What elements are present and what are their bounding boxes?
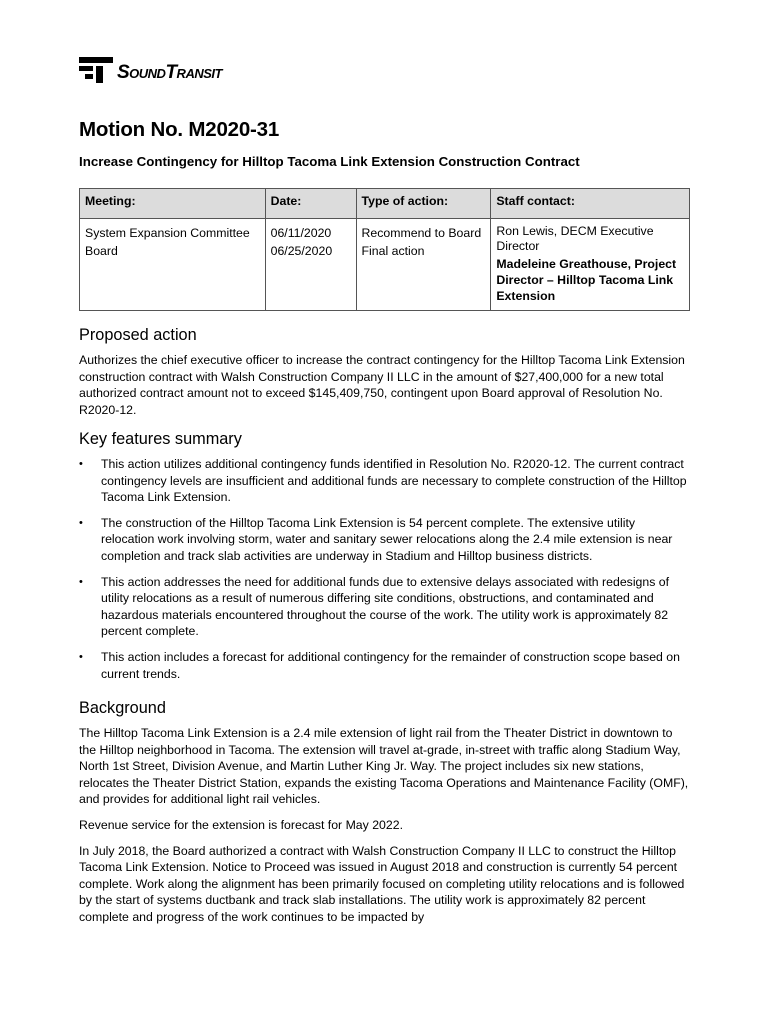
action-cell xyxy=(356,219,491,311)
table-header-row xyxy=(80,189,690,219)
list-item xyxy=(79,649,691,682)
proposed-action-heading: Proposed action xyxy=(79,326,197,344)
background-paragraph: The Hilltop Tacoma Link Extension is a 2.4 mile extension of light rail from the Theater District in downtown to the Hilltop neighborhood in Tacoma. The extension will travel at-grade, in-street with traffic along Stadium Way, North 1st Street, Division Avenue, and Martin Luther King Jr. Way. The project includes six new stations, relocates the Theater District Station, expands the existing Tacoma Operations and Maintenance Facility (OMF), and provides for additional light rail vehicles. xyxy=(79,726,689,807)
bullet-icon: • xyxy=(79,575,83,588)
header-type-of-action: Type of action: xyxy=(356,189,491,219)
background-section xyxy=(79,698,691,935)
proposed-action-section xyxy=(79,325,691,427)
motion-subtitle: Increase Contingency for Hilltop Tacoma Link Extension Construction Contract xyxy=(79,154,580,169)
sound-transit-logo xyxy=(79,56,222,84)
staff-primary: Ron Lewis, DECM Executive Director xyxy=(496,224,654,253)
header-staff-contact: Staff contact: xyxy=(491,189,690,219)
list-item xyxy=(79,456,691,506)
date-cell xyxy=(265,219,356,311)
date-committee: 06/11/2020 xyxy=(270,226,332,240)
meeting-committee: System Expansion Committee xyxy=(85,226,250,240)
meeting-info-table xyxy=(79,188,690,311)
header-meeting: Meeting: xyxy=(80,189,266,219)
staff-secondary: Madeleine Greathouse, Project Director – Hilltop Tacoma Link Extension xyxy=(496,257,677,303)
action-board: Final action xyxy=(361,244,425,258)
bullet-icon: • xyxy=(79,458,83,470)
key-features-heading: Key features summary xyxy=(79,430,242,448)
header-date: Date: xyxy=(265,189,356,219)
key-features-list xyxy=(79,456,691,682)
sound-transit-logo-icon xyxy=(79,57,113,83)
proposed-action-text: Authorizes the chief executive officer to increase the contract contingency for the Hilltop Tacoma Link Extension construction contract with Walsh Construction Company II LLC in the amount of $27,400,000 for a new total authorized contract amount not to exceed $145,409,750, contingent upon Board approval of Resolution No. R2020-12. xyxy=(79,353,685,417)
meeting-cell xyxy=(80,219,266,311)
motion-title: Motion No. M2020-31 xyxy=(79,118,280,141)
bullet-icon: • xyxy=(79,650,83,663)
table-row xyxy=(80,219,690,311)
logo-text: SoundTransit xyxy=(117,62,222,83)
date-board: 06/25/2020 xyxy=(270,244,333,258)
staff-cell xyxy=(491,219,690,311)
background-paragraph: Revenue service for the extension is forecast for May 2022. xyxy=(79,817,403,832)
list-item xyxy=(79,574,691,640)
bullet-icon: • xyxy=(79,516,83,529)
action-committee: Recommend to Board xyxy=(361,226,482,240)
list-item-text: The construction of the Hilltop Tacoma Link Extension is 54 percent complete. The extensive utility relocation work involving storm, water and sanitary sewer relocations along the 2.4 mile extension is near completion and track slab activities are underway in Stadium and Hilltop business districts. xyxy=(101,515,673,563)
list-item-text: This action includes a forecast for additional contingency for the remainder of construction scope based on current trends. xyxy=(101,649,680,681)
list-item-text: This action addresses the need for additional funds due to extensive delays associated with redesigns of utility relocations as a result of numerous differing site conditions, obstructions, and contaminated and hazardous materials encountered throughout the course of the work. The utility work is approximately 82 percent complete. xyxy=(101,574,670,639)
key-features-section xyxy=(79,429,691,691)
background-paragraph: In July 2018, the Board authorized a contract with Walsh Construction Company II LLC to construct the Hilltop Tacoma Link Extension. Notice to Proceed was issued in August 2018 and construction is currently 54 percent complete. Work along the alignment has been primarily focused on completing utility relocations and is followed by the start of systems ductbank and track slab installations. The utility work is approximately 82 percent complete and progress of the work continues to be impacted by xyxy=(79,843,685,924)
background-heading: Background xyxy=(79,699,166,717)
list-item-text: This action utilizes additional contingency funds identified in Resolution No. R2020-12. The current contract contingency levels are insufficient and additional funds are necessary to complete construction of the Hilltop Tacoma Link Extension. xyxy=(101,457,687,505)
meeting-board: Board xyxy=(85,244,118,258)
list-item xyxy=(79,515,691,565)
